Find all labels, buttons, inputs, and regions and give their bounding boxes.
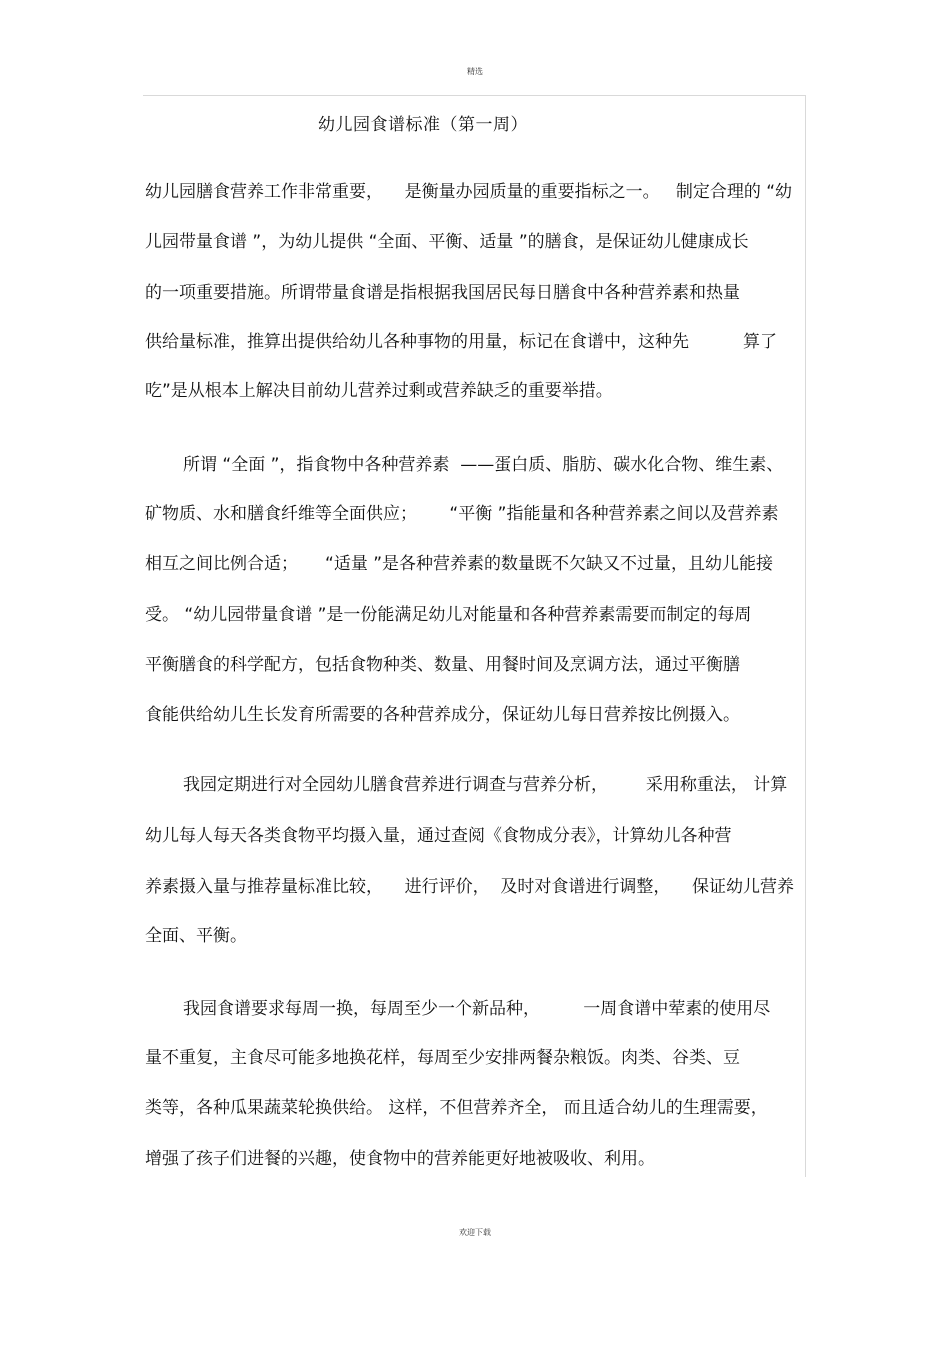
paragraph-1-line-1: 幼儿园膳食营养工作非常重要， 是衡量办园质量的重要指标之一。 制定合理的 “幼 [145, 182, 793, 202]
paragraph-4-line-1: 我园食谱要求每周一换，每周至少一个新品种， 一周食谱中荤素的使用尽 [183, 999, 771, 1019]
document-title: 幼儿园食谱标准（第一周） [318, 115, 528, 135]
paragraph-2-line-2: 矿物质、水和膳食纤维等全面供应； “平衡 ”指能量和各种营养素之间以及营养素 [145, 504, 779, 524]
paragraph-1-line-4: 供给量标准，推算出提供给幼儿各种事物的用量，标记在食谱中，这种先 算了 [145, 332, 778, 352]
footer-mark: 欢迎下载 [459, 1228, 491, 1237]
paragraph-2-line-1: 所谓 “全面 ”，指食物中各种营养素 ——蛋白质、脂肪、碳水化合物、维生素、 [183, 455, 784, 475]
paragraph-3-line-1: 我园定期进行对全园幼儿膳食营养进行调查与营养分析， 采用称重法， 计算 [183, 775, 788, 795]
paragraph-2-line-5: 平衡膳食的科学配方，包括食物种类、数量、用餐时间及烹调方法，通过平衡膳 [145, 655, 740, 675]
paragraph-4-line-4: 增强了孩子们进餐的兴趣，使食物中的营养能更好地被吸收、利用。 [145, 1149, 655, 1169]
paragraph-3-line-4: 全面、平衡。 [145, 926, 247, 946]
paragraph-2-line-4: 受。 “幼儿园带量食谱 ”是一份能满足幼儿对能量和各种营养素需要而制定的每周 [145, 605, 752, 625]
paragraph-3-line-2: 幼儿每人每天各类食物平均摄入量，通过查阅《食物成分表》，计算幼儿各种营 [145, 826, 732, 846]
paragraph-4-line-2: 量不重复，主食尽可能多地换花样，每周至少安排两餐杂粮饭。肉类、谷类、豆 [145, 1048, 740, 1068]
paragraph-3-line-3: 养素摄入量与推荐量标准比较， 进行评价， 及时对食谱进行调整， 保证幼儿营养 [145, 877, 795, 897]
paragraph-1-line-3: 的一项重要措施。所谓带量食谱是指根据我国居民每日膳食中各种营养素和热量 [145, 283, 740, 303]
paragraph-1-line-2: 儿园带量食谱 ”，为幼儿提供 “全面、平衡、适量 ”的膳食，是保证幼儿健康成长 [145, 232, 749, 252]
paragraph-2-line-6: 食能供给幼儿生长发育所需要的各种营养成分，保证幼儿每日营养按比例摄入。 [145, 705, 740, 725]
paragraph-2-line-3: 相互之间比例合适； “适量 ”是各种营养素的数量既不欠缺又不过量，且幼儿能接 [145, 554, 774, 574]
paragraph-4-line-3: 类等，各种瓜果蔬菜轮换供给。 这样，不但营养齐全， 而且适合幼儿的生理需要， [145, 1098, 768, 1118]
paragraph-1-line-5: 吃”是从根本上解决目前幼儿营养过剩或营养缺乏的重要举措。 [145, 381, 613, 401]
header-mark: 精选 [467, 67, 483, 76]
